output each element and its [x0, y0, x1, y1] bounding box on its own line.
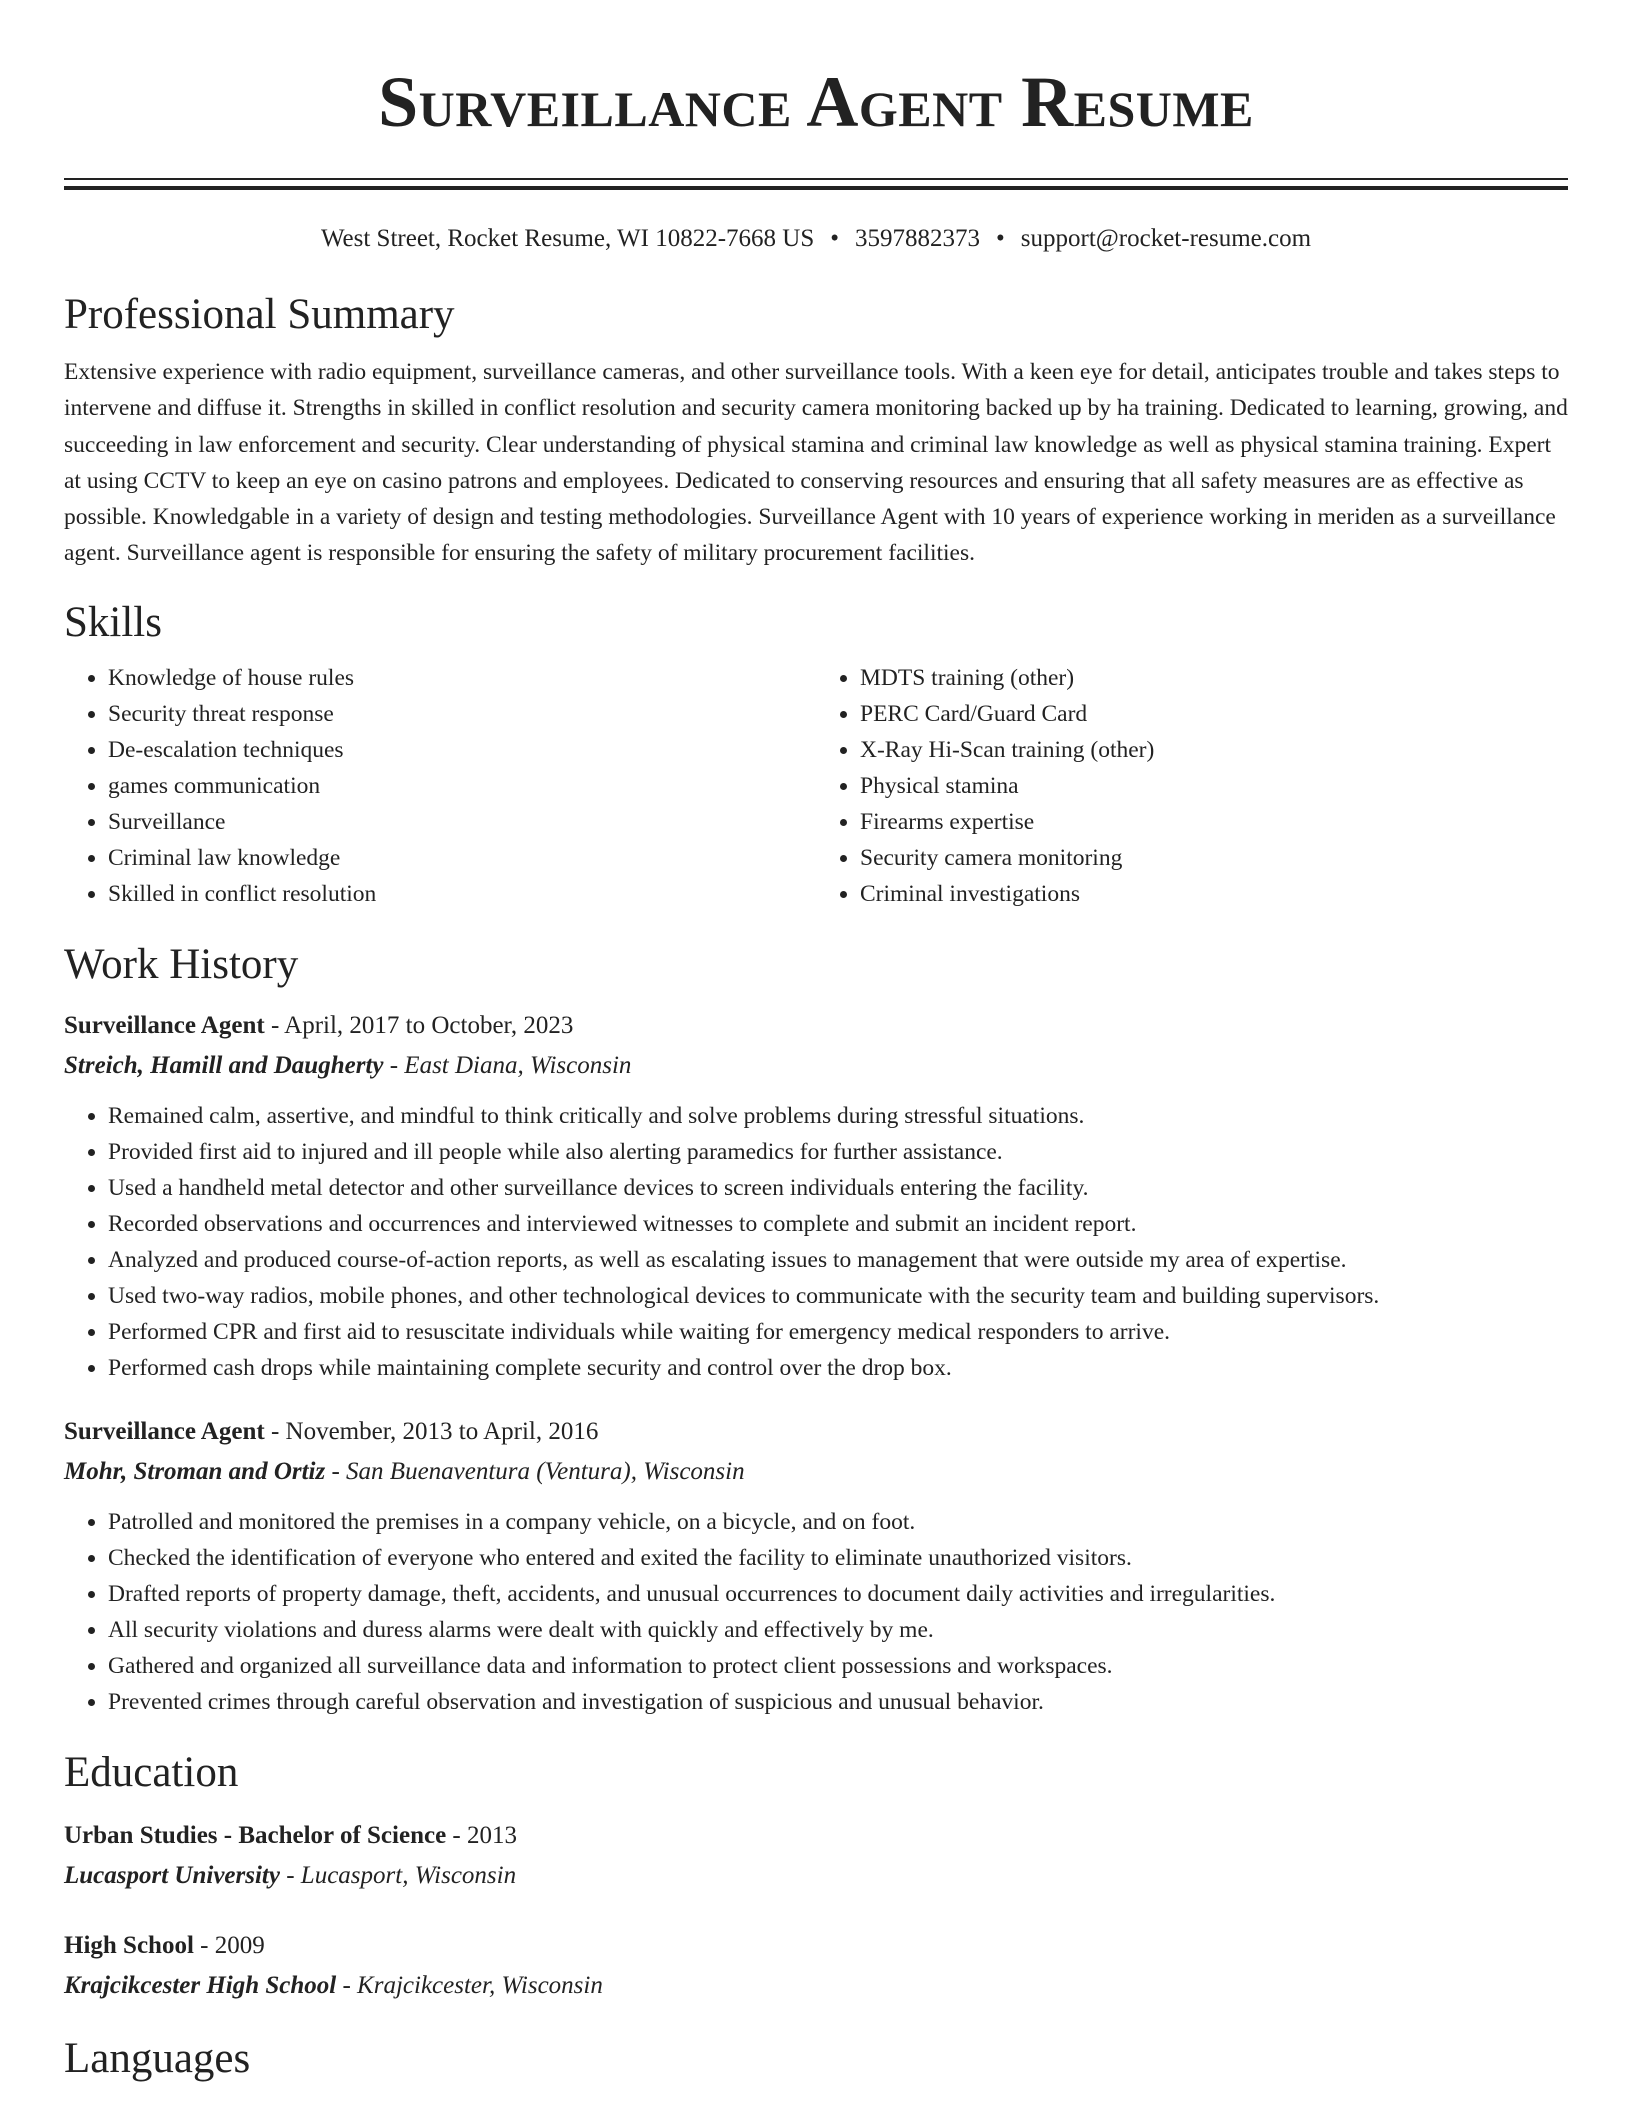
- job-location: - East Diana, Wisconsin: [383, 1051, 632, 1079]
- job-entry: [64, 1006, 1568, 1386]
- education-entry: [64, 1926, 1568, 2006]
- education-degree-line: [64, 1926, 1568, 1966]
- summary-text: Extensive experience with radio equipment, surveillance cameras, and other surveillance tools. With a keen eye for detail, anticipates trouble and takes steps to intervene and diffuse it. Strengths in skilled in conflict resolution and security camera monitoring backed up by ha training. Dedicated to learning, growing, and succeeding in law enforcement and security. Clear understanding of physical stamina and criminal law knowledge as well as physical stamina training. Expert at using CCTV to keep an eye on casino patrons and employees. Dedicated to conserving resources and ensuring that all safety measures are as effective as possible. Knowledgable in a variety of design and testing methodologies. Surveillance Agent with 10 years of experience working in meriden as a surveillance agent. Surveillance agent is responsible for ensuring the safety of military procurement facilities.: [64, 359, 1568, 567]
- contact-address: West Street, Rocket Resume, WI 10822-7668 US: [320, 225, 815, 252]
- skills-column-right: [816, 660, 1568, 912]
- job-company-line: [64, 1452, 1568, 1492]
- title-divider-thin: [64, 178, 1568, 180]
- job-location: - San Buenaventura (Ventura), Wisconsin: [325, 1457, 745, 1485]
- summary-heading: Professional Summary: [64, 291, 455, 338]
- job-dates: - November, 2013 to April, 2016: [264, 1417, 599, 1445]
- job-company: Mohr, Stroman and Ortiz: [64, 1457, 326, 1485]
- education-location: - Krajcikcester, Wisconsin: [336, 1971, 603, 1999]
- duty-item: • Remained calm, assertive, and mindful to think critically and solve problems during stressful situations.: [108, 1098, 1568, 1134]
- job-company: Streich, Hamill and Daugherty: [64, 1051, 384, 1079]
- education-year: - 2013: [446, 1821, 517, 1849]
- skill-item: • Firearms expertise: [860, 804, 1568, 840]
- education-degree-line: [64, 1816, 1568, 1856]
- duty-item: • Drafted reports of property damage, theft, accidents, and unusual occurrences to document daily activities and irregularities.: [108, 1576, 1568, 1612]
- skill-item: • Surveillance: [108, 804, 816, 840]
- skills-heading: Skills: [64, 598, 162, 646]
- languages-heading: Languages: [64, 2034, 251, 2082]
- skill-item: • De-escalation techniques: [108, 732, 816, 768]
- education-entry: [64, 1816, 1568, 1896]
- education-location: - Lucasport, Wisconsin: [279, 1861, 517, 1889]
- job-title: Surveillance Agent: [64, 1417, 265, 1445]
- education-school-line: [64, 1966, 1568, 2006]
- skill-item: • X-Ray Hi-Scan training (other): [860, 732, 1568, 768]
- title-divider-thick: [64, 186, 1568, 190]
- duty-item: • Patrolled and monitored the premises in a company vehicle, on a bicycle, and on foot.: [108, 1504, 1568, 1540]
- skill-item: • PERC Card/Guard Card: [860, 696, 1568, 732]
- duty-item: • Prevented crimes through careful observation and investigation of suspicious and unusual behavior.: [108, 1684, 1568, 1720]
- duty-item: • Performed CPR and first aid to resuscitate individuals while waiting for emergency medical responders to arrive.: [108, 1314, 1568, 1350]
- skill-item: • Physical stamina: [860, 768, 1568, 804]
- skill-item: • Skilled in conflict resolution: [108, 876, 816, 912]
- contact-separator: •: [830, 225, 839, 252]
- skills-column-left: [64, 660, 816, 912]
- skill-item: • Security camera monitoring: [860, 840, 1568, 876]
- job-entry: [64, 1412, 1568, 1720]
- resume-title: Surveillance Agent Resume: [378, 62, 1254, 142]
- work-history-heading: Work History: [64, 940, 299, 988]
- skill-item: • Criminal law knowledge: [108, 840, 816, 876]
- job-dates: - April, 2017 to October, 2023: [264, 1011, 574, 1039]
- duty-item: • Provided first aid to injured and ill people while also alerting paramedics for further assistance.: [108, 1134, 1568, 1170]
- job-role-line: [64, 1006, 1568, 1046]
- education-degree: High School: [64, 1931, 194, 1959]
- contact-line: [64, 222, 1568, 256]
- education-heading: Education: [64, 1748, 239, 1796]
- duty-item: • Performed cash drops while maintaining complete security and control over the drop box.: [108, 1350, 1568, 1386]
- contact-separator: •: [996, 225, 1005, 252]
- duty-item: • Gathered and organized all surveillance data and information to protect client possessions and workspaces.: [108, 1648, 1568, 1684]
- skill-item: • MDTS training (other): [860, 660, 1568, 696]
- duty-item: • Analyzed and produced course-of-action reports, as well as escalating issues to management that were outside my area of expertise.: [108, 1242, 1568, 1278]
- duty-item: • Used two-way radios, mobile phones, and other technological devices to communicate with the security team and building supervisors.: [108, 1278, 1568, 1314]
- skill-item: • Security threat response: [108, 696, 816, 732]
- skill-item: • Knowledge of house rules: [108, 660, 816, 696]
- job-company-line: [64, 1046, 1568, 1086]
- job-duties: [64, 1504, 1568, 1720]
- duty-item: • Recorded observations and occurrences and interviewed witnesses to complete and submit an incident report.: [108, 1206, 1568, 1242]
- skill-item: • Criminal investigations: [860, 876, 1568, 912]
- education-school: Lucasport University: [64, 1861, 280, 1889]
- duty-item: • All security violations and duress alarms were dealt with quickly and effectively by me.: [108, 1612, 1568, 1648]
- contact-email: support@rocket-resume.com: [1020, 225, 1312, 252]
- job-title: Surveillance Agent: [64, 1011, 265, 1039]
- education-degree: Urban Studies - Bachelor of Science: [64, 1821, 447, 1849]
- job-role-line: [64, 1412, 1568, 1452]
- skills-list: [64, 660, 1568, 912]
- education-year: - 2009: [193, 1931, 265, 1959]
- skill-item: • games communication: [108, 768, 816, 804]
- education-school: Krajcikcester High School: [64, 1971, 337, 1999]
- duty-item: • Used a handheld metal detector and other surveillance devices to screen individuals entering the facility.: [108, 1170, 1568, 1206]
- job-duties: [64, 1098, 1568, 1386]
- duty-item: • Checked the identification of everyone who entered and exited the facility to eliminate unauthorized visitors.: [108, 1540, 1568, 1576]
- contact-phone: 3597882373: [855, 225, 980, 252]
- education-school-line: [64, 1856, 1568, 1896]
